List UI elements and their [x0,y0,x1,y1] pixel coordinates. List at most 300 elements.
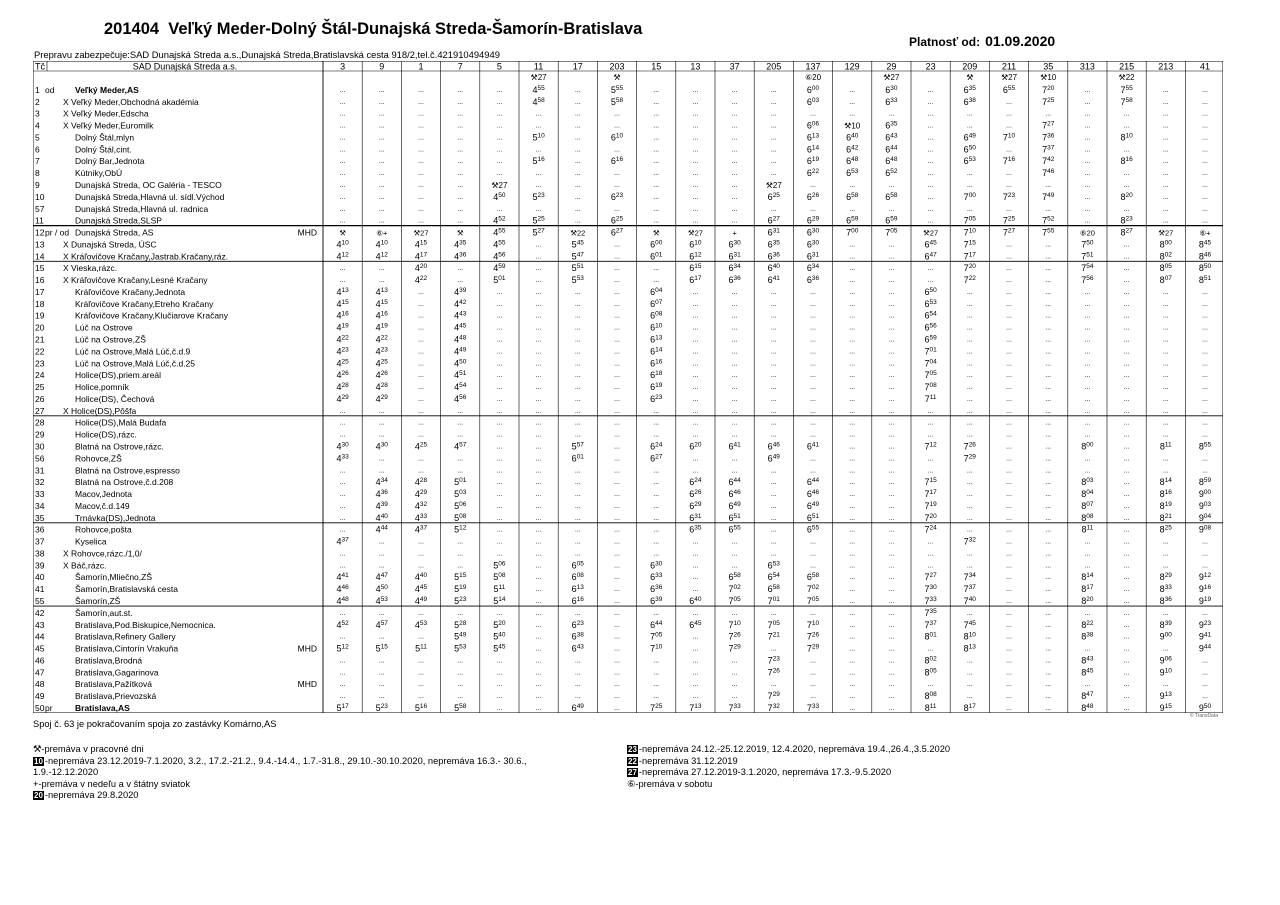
no-stop-placeholder: ... [574,372,581,380]
validity-label: Platnosť od: [909,35,981,49]
no-stop-placeholder: ... [1006,300,1012,308]
no-stop-placeholder: ... [770,348,777,356]
stop-position: pr [45,703,53,713]
note-badge: 10 [34,756,43,766]
stop-number: 49 [35,691,45,702]
departure-time: $8^{07}$ [1081,500,1094,511]
no-stop-placeholder: ... [1084,336,1091,344]
departure-time: $7^{10}$ [963,227,976,238]
departure-time: $4^{56}$ [454,393,467,404]
no-stop-placeholder: ... [1084,360,1091,368]
departure-time: $5^{23}$ [375,703,388,713]
no-stop-placeholder: ... [692,586,699,594]
no-stop-placeholder: ... [849,372,856,380]
no-stop-placeholder: ... [1006,526,1012,534]
no-stop-placeholder: ... [457,407,464,415]
no-stop-placeholder: ... [927,181,934,189]
departure-time: $7^{52}$ [1042,215,1055,226]
no-stop-placeholder: ... [692,455,699,463]
departure-time: $7^{55}$ [1120,84,1133,95]
departure-time: $5^{11}$ [415,643,427,654]
trip-number: 137 [805,61,821,72]
departure-time: $6^{53}$ [846,168,859,179]
no-stop-placeholder: ... [1084,288,1091,296]
no-stop-placeholder: ... [731,134,738,142]
no-stop-placeholder: ... [888,300,895,308]
departure-time: $6^{33}$ [650,572,663,583]
no-stop-placeholder: ... [1045,253,1052,261]
no-stop-placeholder: ... [496,288,503,296]
no-stop-placeholder: ... [1084,681,1091,689]
no-stop-placeholder: ... [810,360,816,368]
departure-time: $7^{26}$ [963,441,976,452]
departure-time: $5^{12}$ [454,524,467,535]
no-stop-placeholder: ... [692,217,699,225]
no-stop-placeholder: ... [614,181,620,189]
stop-name: Dunajská Streda, ÚSC [71,239,157,250]
stop-number: 41 [35,584,45,595]
no-stop-placeholder: ... [378,562,385,570]
departure-time: $9^{10}$ [1159,667,1172,678]
no-stop-placeholder: ... [614,621,620,629]
no-stop-placeholder: ... [418,609,424,617]
stop-number: 3 [35,108,40,119]
no-stop-placeholder: ... [1123,205,1130,213]
no-stop-placeholder: ... [1202,693,1208,701]
no-stop-placeholder: ... [339,181,346,189]
no-stop-placeholder: ... [1162,193,1169,201]
no-stop-placeholder: ... [457,146,464,154]
no-stop-placeholder: ... [1162,538,1169,546]
departure-time: $8^{07}$ [1159,275,1172,286]
row-mark: ⑥+ [1199,228,1211,238]
stop-name: Kráľovičove Kračany,Jednota [75,286,186,297]
departure-time: $4^{30}$ [375,441,388,452]
no-stop-placeholder: ... [614,431,620,439]
departure-time: $4^{12}$ [336,251,349,262]
no-stop-placeholder: ... [1045,693,1052,701]
no-stop-placeholder: ... [849,277,856,285]
stop-number: 47 [35,667,45,678]
no-stop-placeholder: ... [888,669,895,677]
no-stop-placeholder: ... [849,407,856,415]
timetable [33,61,1223,713]
departure-time: $6^{39}$ [650,596,663,607]
departure-time: $6^{20}$ [689,441,702,452]
no-stop-placeholder: ... [1045,633,1052,641]
no-stop-placeholder: ... [849,288,856,296]
stop-name: Kráľovičove Kračany,Etreho Kračany [75,298,214,309]
no-stop-placeholder: ... [966,122,973,130]
departure-time: $7^{25}$ [650,703,663,713]
no-stop-placeholder: ... [1123,705,1130,712]
no-stop-placeholder: ... [692,146,699,154]
no-stop-placeholder: ... [1123,621,1130,629]
no-stop-placeholder: ... [731,193,738,201]
departure-time: $8^{27}$ [1120,227,1133,238]
no-stop-placeholder: ... [653,538,660,546]
no-stop-placeholder: ... [339,146,346,154]
no-stop-placeholder: ... [966,324,973,332]
no-stop-placeholder: ... [457,562,464,570]
no-stop-placeholder: ... [810,205,816,213]
no-stop-placeholder: ... [966,312,973,320]
trip-number: 1 [418,61,424,72]
departure-time: $7^{51}$ [1081,251,1094,262]
no-stop-placeholder: ... [1006,372,1012,380]
departure-time: $8^{23}$ [1120,215,1133,226]
no-stop-placeholder: ... [574,502,581,510]
departure-time: $7^{23}$ [1002,191,1016,202]
departure-time: $4^{10}$ [375,239,388,250]
no-stop-placeholder: ... [339,134,346,142]
no-stop-placeholder: ... [1123,681,1130,689]
departure-time: $8^{02}$ [1159,251,1172,262]
stop-number: 33 [35,489,45,500]
departure-time: $4^{55}$ [532,84,545,95]
no-stop-placeholder: ... [888,586,895,594]
no-stop-placeholder: ... [1123,277,1130,285]
departure-time: $7^{25}$ [1002,215,1016,226]
no-stop-placeholder: ... [849,526,856,534]
note-badge: 27 [628,768,637,778]
no-stop-placeholder: ... [1006,645,1012,653]
departure-time: $4^{46}$ [336,584,349,595]
no-stop-placeholder: ... [849,502,856,510]
stop-number: 21 [35,334,45,345]
no-stop-placeholder: ... [1084,431,1091,439]
no-stop-placeholder: ... [731,384,738,392]
request-stop-marker: X [63,548,69,559]
departure-time: $5^{27}$ [532,227,545,238]
no-stop-placeholder: ... [535,455,542,463]
departure-time: $4^{13}$ [375,286,388,297]
no-stop-placeholder: ... [1045,336,1052,344]
no-stop-placeholder: ... [339,122,346,130]
departure-time: $8^{10}$ [963,631,976,642]
no-stop-placeholder: ... [496,443,503,451]
no-stop-placeholder: ... [339,110,346,118]
no-stop-placeholder: ... [418,657,424,665]
departure-time: $7^{32}$ [767,703,780,713]
departure-time: $6^{12}$ [689,251,702,262]
no-stop-placeholder: ... [1045,419,1052,427]
timetable-title [104,20,642,39]
no-stop-placeholder: ... [1045,407,1052,415]
no-stop-placeholder: ... [692,562,699,570]
no-stop-placeholder: ... [810,395,816,403]
stop-number: 15 [35,263,45,274]
no-stop-placeholder: ... [614,265,620,273]
no-stop-placeholder: ... [1045,205,1052,213]
no-stop-placeholder: ... [418,467,424,475]
departure-time: $4^{36}$ [454,251,467,262]
departure-time: $6^{06}$ [806,120,820,131]
no-stop-placeholder: ... [966,384,973,392]
no-stop-placeholder: ... [653,609,660,617]
no-stop-placeholder: ... [966,609,973,617]
row-mark: ⚒ [456,228,464,238]
no-stop-placeholder: ... [535,122,542,130]
no-stop-placeholder: ... [653,110,660,118]
no-stop-placeholder: ... [1202,217,1208,225]
departure-time: $6^{38}$ [963,96,976,107]
no-stop-placeholder: ... [1202,360,1208,368]
departure-time: $6^{04}$ [650,286,663,297]
no-stop-placeholder: ... [731,158,738,166]
no-stop-placeholder: ... [574,550,581,558]
no-stop-placeholder: ... [1123,146,1130,154]
departure-time: $6^{41}$ [728,441,741,452]
departure-time: $6^{23}$ [650,393,663,404]
departure-time: $6^{45}$ [689,619,702,630]
no-stop-placeholder: ... [1045,562,1052,570]
no-stop-placeholder: ... [1162,562,1169,570]
departure-time: $6^{27}$ [650,453,663,464]
no-stop-placeholder: ... [1045,681,1052,689]
no-stop-placeholder: ... [496,657,503,665]
no-stop-placeholder: ... [731,122,738,130]
no-stop-placeholder: ... [457,693,464,701]
no-stop-placeholder: ... [653,550,660,558]
note-symbol: ⑥ [627,778,636,789]
no-stop-placeholder: ... [966,681,973,689]
no-stop-placeholder: ... [770,502,777,510]
departure-time: $4^{36}$ [375,489,388,500]
departure-time: $5^{08}$ [454,512,467,523]
stop-number: 23 [35,358,45,369]
no-stop-placeholder: ... [849,633,856,641]
departure-time: $6^{36}$ [806,275,820,286]
stop-name: Kútniky,ObÚ [75,168,123,179]
departure-time: $4^{15}$ [375,298,388,309]
stop-name: Bratislava,Prievozská [75,691,157,702]
stop-number: 12 [35,227,45,238]
no-stop-placeholder: ... [1006,348,1012,356]
no-stop-placeholder: ... [927,681,934,689]
no-stop-placeholder: ... [496,479,503,487]
departure-time: $8^{39}$ [1159,619,1172,630]
no-stop-placeholder: ... [378,455,385,463]
no-stop-placeholder: ... [535,562,542,570]
no-stop-placeholder: ... [653,170,660,178]
no-stop-placeholder: ... [1162,134,1169,142]
no-stop-placeholder: ... [457,431,464,439]
no-stop-placeholder: ... [653,217,660,225]
departure-time: $7^{05}$ [728,596,741,607]
stop-number: 40 [35,572,45,583]
no-stop-placeholder: ... [1162,681,1169,689]
departure-time: $4^{43}$ [454,310,467,321]
trip-mark: ⚒27 [530,73,547,82]
no-stop-placeholder: ... [339,277,346,285]
no-stop-placeholder: ... [1202,98,1208,106]
trip-mark: ⚒10 [844,121,861,131]
no-stop-placeholder: ... [731,324,738,332]
no-stop-placeholder: ... [849,681,856,689]
no-stop-placeholder: ... [888,360,895,368]
departure-time: $4^{55}$ [493,239,506,250]
departure-time: $4^{32}$ [414,500,428,511]
departure-time: $7^{33}$ [924,596,937,607]
row-mark: ⚒27 [687,228,703,238]
stop-name: Vieska,rázc. [71,263,118,274]
departure-time: $7^{37}$ [1042,144,1055,155]
no-stop-placeholder: ... [810,407,816,415]
departure-time: $6^{44}$ [728,477,741,488]
no-stop-placeholder: ... [614,419,620,427]
no-stop-placeholder: ... [1123,443,1130,451]
no-stop-placeholder: ... [1202,407,1208,415]
departure-time: $9^{04}$ [1198,512,1212,523]
request-stop-marker: X [63,405,69,416]
no-stop-placeholder: ... [457,217,464,225]
no-stop-placeholder: ... [653,693,660,701]
stop-number: 20 [35,322,45,333]
departure-time: $6^{49}$ [767,453,780,464]
no-stop-placeholder: ... [731,609,738,617]
no-stop-placeholder: ... [418,550,424,558]
no-stop-placeholder: ... [653,491,660,499]
departure-time: $4^{23}$ [336,346,349,357]
no-stop-placeholder: ... [614,146,620,154]
no-stop-placeholder: ... [888,431,895,439]
no-stop-placeholder: ... [692,538,699,546]
no-stop-placeholder: ... [653,479,660,487]
no-stop-placeholder: ... [339,98,346,106]
trip-number: 7 [457,61,463,72]
no-stop-placeholder: ... [457,277,464,285]
stop-name: Bratislava,Pod.Biskupice,Nemocnica. [75,619,216,630]
no-stop-placeholder: ... [1006,609,1012,617]
departure-time: $8^{51}$ [1198,275,1212,286]
no-stop-placeholder: ... [614,538,620,546]
no-stop-placeholder: ... [966,467,973,475]
no-stop-placeholder: ... [378,134,385,142]
continuation-note: Spoj č. 63 je pokračovaním spoja zo zastávky Komárno,AS [33,719,277,729]
no-stop-placeholder: ... [653,98,660,106]
departure-time: $8^{11}$ [1159,441,1172,452]
departure-time: $7^{29}$ [728,643,741,654]
no-stop-placeholder: ... [1006,431,1012,439]
no-stop-placeholder: ... [496,491,503,499]
no-stop-placeholder: ... [535,348,542,356]
departure-time: $7^{12}$ [924,441,937,452]
no-stop-placeholder: ... [849,443,856,451]
stop-number: 39 [35,560,45,571]
no-stop-placeholder: ... [1006,443,1012,451]
no-stop-placeholder: ... [1006,170,1012,178]
no-stop-placeholder: ... [339,633,346,641]
no-stop-placeholder: ... [1123,669,1130,677]
no-stop-placeholder: ... [1162,455,1169,463]
no-stop-placeholder: ... [1045,609,1052,617]
no-stop-placeholder: ... [927,217,934,225]
no-stop-placeholder: ... [692,550,699,558]
no-stop-placeholder: ... [614,657,620,665]
departure-time: $6^{59}$ [885,215,898,226]
stop-number: 37 [35,536,45,547]
departure-time: $7^{40}$ [963,596,976,607]
stop-name: Blatná na Ostrove,č.d.208 [75,477,174,488]
row-mark: ⑥20 [1079,228,1095,238]
departure-time: $5^{12}$ [336,643,349,654]
no-stop-placeholder: ... [1045,574,1052,582]
no-stop-placeholder: ... [966,514,973,522]
no-stop-placeholder: ... [1006,538,1012,546]
note-text: -premáva v sobotu [635,778,713,789]
no-stop-placeholder: ... [1045,538,1052,546]
no-stop-placeholder: ... [418,360,424,368]
trip-mark: ⚒22 [1118,73,1135,82]
no-stop-placeholder: ... [614,122,620,130]
no-stop-placeholder: ... [496,407,503,415]
no-stop-placeholder: ... [888,538,895,546]
departure-time: $6^{59}$ [924,334,937,345]
departure-time: $5^{15}$ [454,572,467,583]
no-stop-placeholder: ... [418,86,424,94]
departure-time: $6^{27}$ [610,227,624,238]
no-stop-placeholder: ... [574,312,581,320]
trip-mark: ⚒27 [1000,73,1018,82]
no-stop-placeholder: ... [653,134,660,142]
stop-number: 13 [35,239,45,250]
no-stop-placeholder: ... [535,312,542,320]
no-stop-placeholder: ... [1084,205,1091,213]
no-stop-placeholder: ... [1123,455,1130,463]
no-stop-placeholder: ... [731,300,738,308]
no-stop-placeholder: ... [770,158,777,166]
no-stop-placeholder: ... [849,348,856,356]
trip-number: 213 [1158,61,1174,72]
no-stop-placeholder: ... [1162,467,1169,475]
departure-time: $6^{54}$ [767,572,780,583]
no-stop-placeholder: ... [535,360,542,368]
no-stop-placeholder: ... [692,693,699,701]
no-stop-placeholder: ... [574,181,581,189]
no-stop-placeholder: ... [535,300,542,308]
no-stop-placeholder: ... [574,538,581,546]
no-stop-placeholder: ... [339,407,346,415]
departure-time: $7^{17}$ [963,251,976,262]
no-stop-placeholder: ... [731,360,738,368]
no-stop-placeholder: ... [692,134,699,142]
departure-time: $7^{02}$ [806,584,820,595]
no-stop-placeholder: ... [692,395,699,403]
departure-time: $4^{53}$ [375,596,388,607]
no-stop-placeholder: ... [1006,265,1012,273]
departure-time: $7^{46}$ [1042,168,1055,179]
departure-time: $6^{19}$ [650,382,663,393]
departure-time: $8^{05}$ [1159,263,1172,274]
no-stop-placeholder: ... [1123,407,1130,415]
no-stop-placeholder: ... [770,550,777,558]
departure-time: $4^{58}$ [532,96,545,107]
departure-time: $7^{05}$ [650,631,663,642]
no-stop-placeholder: ... [535,419,542,427]
no-stop-placeholder: ... [339,514,346,522]
no-stop-placeholder: ... [1045,372,1052,380]
no-stop-placeholder: ... [1123,467,1130,475]
row-mark: ⚒22 [570,228,586,238]
mhd-label: MHD [297,227,317,238]
no-stop-placeholder: ... [535,550,542,558]
departure-time: $6^{33}$ [885,96,898,107]
no-stop-placeholder: ... [1123,550,1130,558]
no-stop-placeholder: ... [418,193,424,201]
departure-time: $9^{41}$ [1198,631,1212,642]
row-mark: ⑥+ [376,228,388,238]
